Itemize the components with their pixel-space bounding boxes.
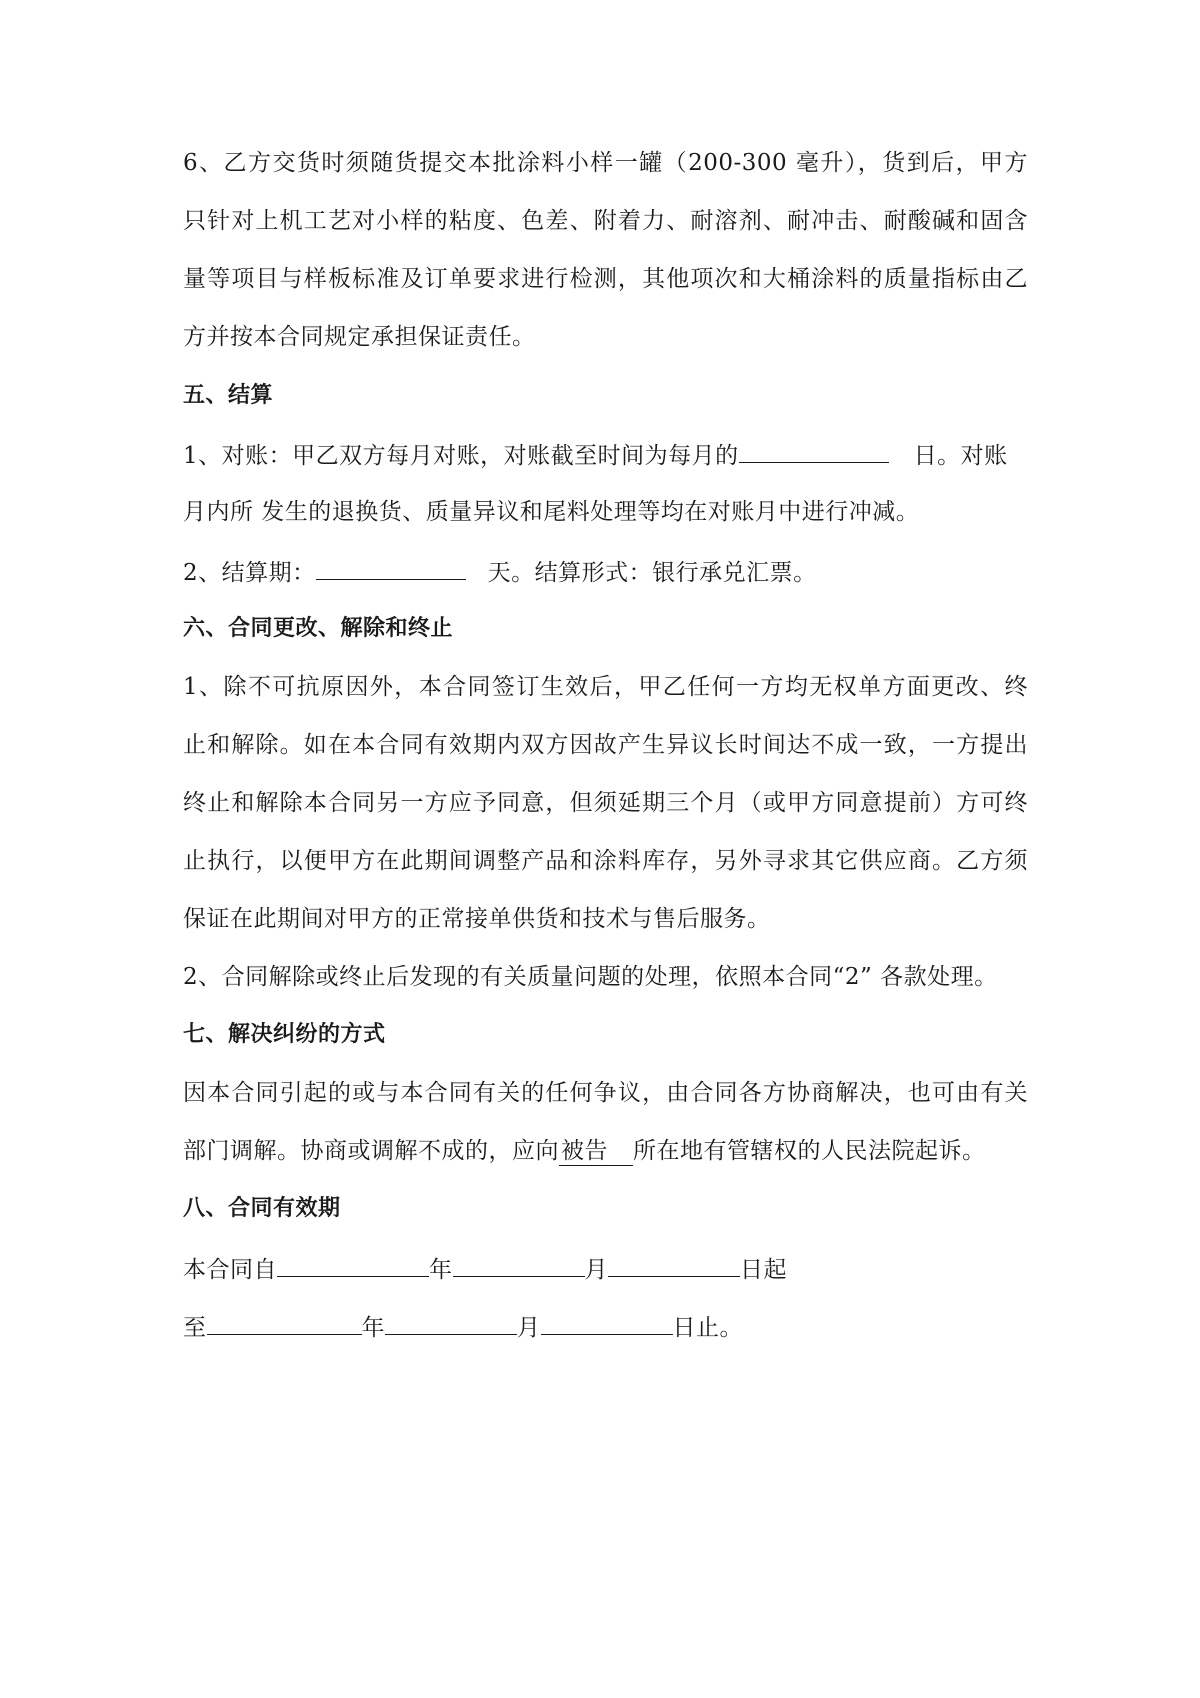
validity-from-label: 本合同自	[183, 1257, 277, 1283]
to-month-blank[interactable]	[385, 1310, 517, 1335]
to-day-blank[interactable]	[541, 1310, 673, 1335]
clause-6-line-3: 量等项目与样板标准及订单要求进行检测，其他项次和大桶涂料的质量指标由乙	[183, 266, 1028, 292]
section-8-heading: 八、合同有效期	[183, 1196, 341, 1221]
section-6-line-4: 止执行，以便甲方在此期间调整产品和涂料库存，另外寻求其它供应商。乙方须	[183, 848, 1028, 874]
defendant-field[interactable]: 被告	[559, 1137, 633, 1166]
settlement-form-text: 天。结算形式：银行承兑汇票。	[487, 560, 817, 586]
section-7-line-2	[183, 1135, 1028, 1167]
section-6-line-1: 1、除不可抗原因外，本合同签订生效后，甲乙任何一方均无权单方面更改、终	[183, 674, 1028, 700]
to-day-label: 日止。	[672, 1315, 743, 1341]
settlement-period-label: 2、结算期：	[183, 560, 316, 586]
from-month-blank[interactable]	[453, 1252, 585, 1277]
section-5-heading: 五、结算	[183, 383, 274, 408]
validity-from-line	[183, 1252, 1028, 1286]
section-5-item-1-suffix: 日。对账	[913, 443, 1008, 469]
section-7-line-2-suffix: 所在地有管辖权的人民法院起诉。	[633, 1138, 986, 1164]
section-7-heading: 七、解决纠纷的方式	[183, 1022, 386, 1047]
section-6-line-5: 保证在此期间对甲方的正常接单供货和技术与售后服务。	[183, 906, 771, 932]
to-year-blank[interactable]	[207, 1310, 362, 1335]
section-7-line-1: 因本合同引起的或与本合同有关的任何争议，由合同各方协商解决，也可由有关	[183, 1080, 1028, 1106]
to-year-label: 年	[361, 1315, 385, 1341]
clause-6-line-1: 6、乙方交货时须随货提交本批涂料小样一罐（200-300 毫升），货到后，甲方	[183, 150, 1028, 176]
from-month-label: 月	[584, 1257, 608, 1283]
to-month-label: 月	[517, 1315, 541, 1341]
section-6-line-2: 止和解除。如在本合同有效期内双方因故产生异议长时间达不成一致，一方提出	[183, 732, 1028, 758]
settlement-days-blank[interactable]	[316, 555, 466, 580]
section-6-line-6: 2、合同解除或终止后发现的有关质量问题的处理，依照本合同“2” 各款处理。	[183, 964, 998, 990]
section-5-item-1-text: 1、对账：甲乙双方每月对账，对账截至时间为每月的	[183, 443, 739, 469]
section-6-line-3: 终止和解除本合同另一方应予同意，但须延期三个月（或甲方同意提前）方可终	[183, 790, 1028, 816]
reconcile-day-blank[interactable]	[739, 438, 889, 463]
from-day-label: 日起	[740, 1257, 787, 1283]
section-5-item-1-cont: 月内所 发生的退换货、质量异议和尾料处理等均在对账月中进行冲减。	[183, 499, 920, 525]
from-year-blank[interactable]	[277, 1252, 429, 1277]
clause-6-line-2: 只针对上机工艺对小样的粘度、色差、附着力、耐溶剂、耐冲击、耐酸碱和固含	[183, 208, 1028, 234]
validity-to-label: 至	[183, 1315, 207, 1341]
validity-to-line	[183, 1310, 1028, 1344]
section-5-item-1	[183, 438, 1028, 472]
section-6-heading: 六、合同更改、解除和终止	[183, 616, 454, 641]
section-5-item-2	[183, 555, 1028, 589]
section-7-line-2-text: 部门调解。协商或调解不成的，应向	[183, 1138, 559, 1164]
from-day-blank[interactable]	[608, 1252, 740, 1277]
from-year-label: 年	[429, 1257, 453, 1283]
clause-6-line-4: 方并按本合同规定承担保证责任。	[183, 324, 536, 350]
